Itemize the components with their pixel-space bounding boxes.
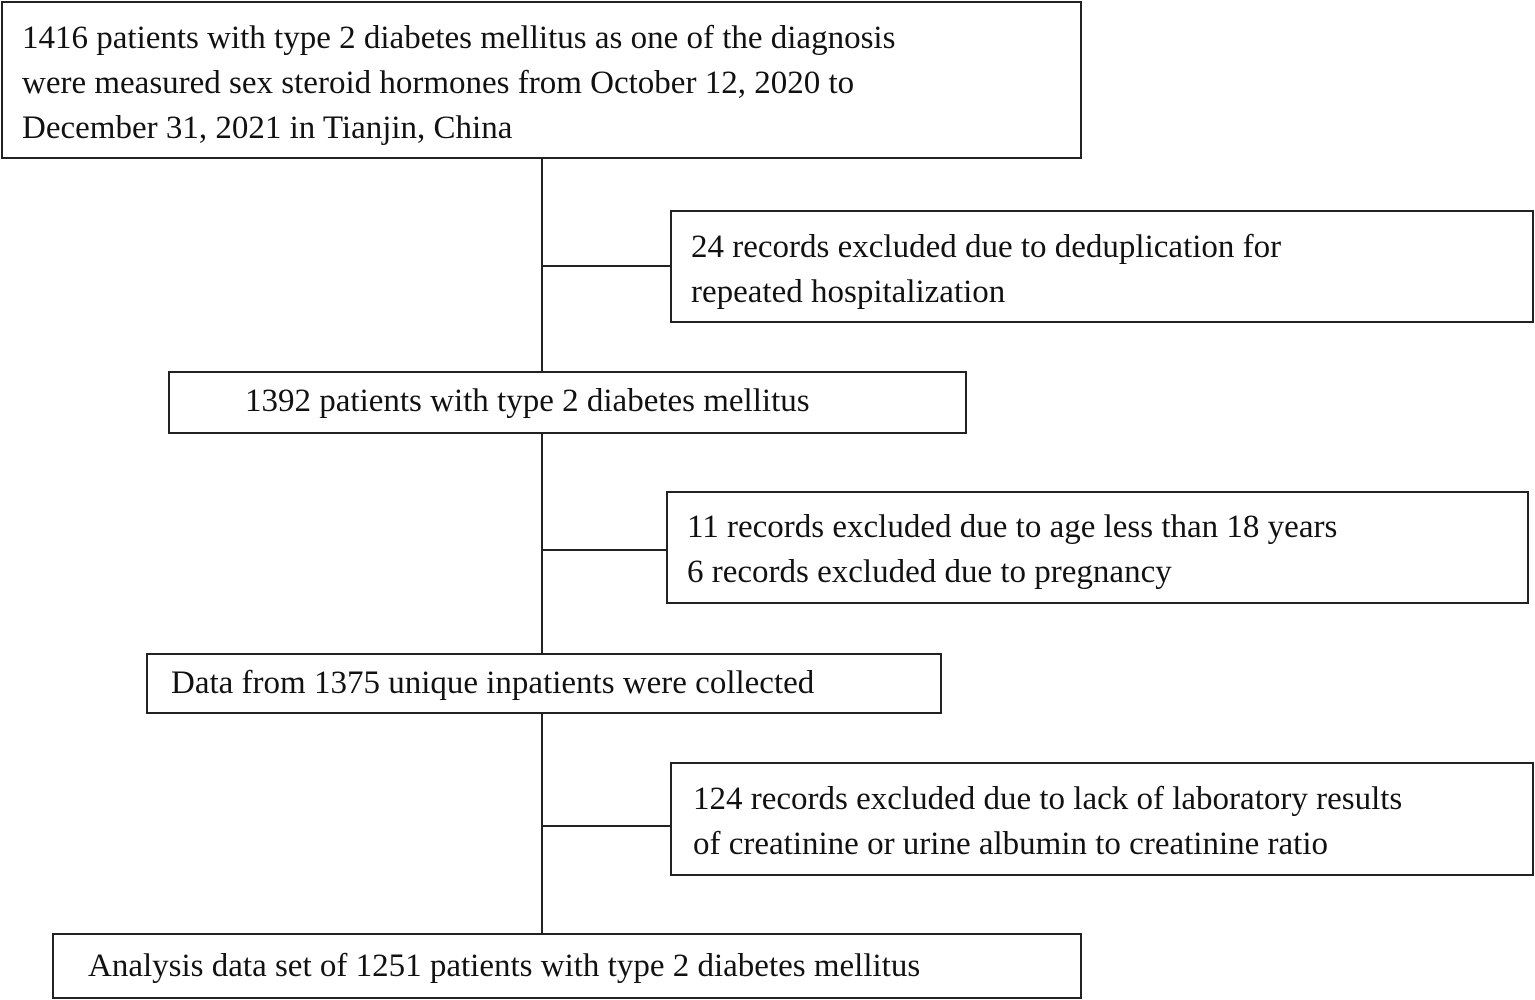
main-vertical-connector-2: [541, 434, 543, 653]
start-box-line-3: December 31, 2021 in Tianjin, China: [22, 110, 513, 146]
exclusion-3-line-1: 124 records excluded due to lack of laboratory results: [693, 781, 1403, 817]
exclusion-3-line-2: of creatinine or urine albumin to creatinine ratio: [693, 826, 1328, 862]
exclusion-box-age-pregnancy: [666, 491, 1529, 604]
inpatients-1375-box: [146, 653, 942, 714]
branch-connector-1: [541, 265, 670, 267]
inpatients-1375-label: Data from 1375 unique inpatients were collected: [171, 665, 815, 701]
patients-1392-label: 1392 patients with type 2 diabetes mellitus: [245, 383, 810, 419]
exclusion-2-line-2: 6 records excluded due to pregnancy: [687, 554, 1172, 590]
final-analysis-box: [52, 933, 1082, 999]
start-box-line-1: 1416 patients with type 2 diabetes mellitus as one of the diagnosis: [22, 20, 896, 56]
start-box-line-2: were measured sex steroid hormones from October 12, 2020 to: [22, 65, 855, 101]
patients-1392-box: [168, 371, 967, 434]
final-analysis-label: Analysis data set of 1251 patients with type 2 diabetes mellitus: [88, 948, 921, 984]
branch-connector-2: [541, 549, 666, 551]
start-population-box: [1, 1, 1082, 159]
exclusion-box-lab-results: [670, 762, 1534, 876]
exclusion-2-line-1: 11 records excluded due to age less than 18 years: [687, 509, 1338, 545]
exclusion-1-line-2: repeated hospitalization: [691, 274, 1006, 310]
exclusion-box-deduplication: [670, 210, 1534, 323]
main-vertical-connector-3: [541, 714, 543, 933]
exclusion-1-line-1: 24 records excluded due to deduplication for: [691, 229, 1282, 265]
branch-connector-3: [541, 825, 670, 827]
